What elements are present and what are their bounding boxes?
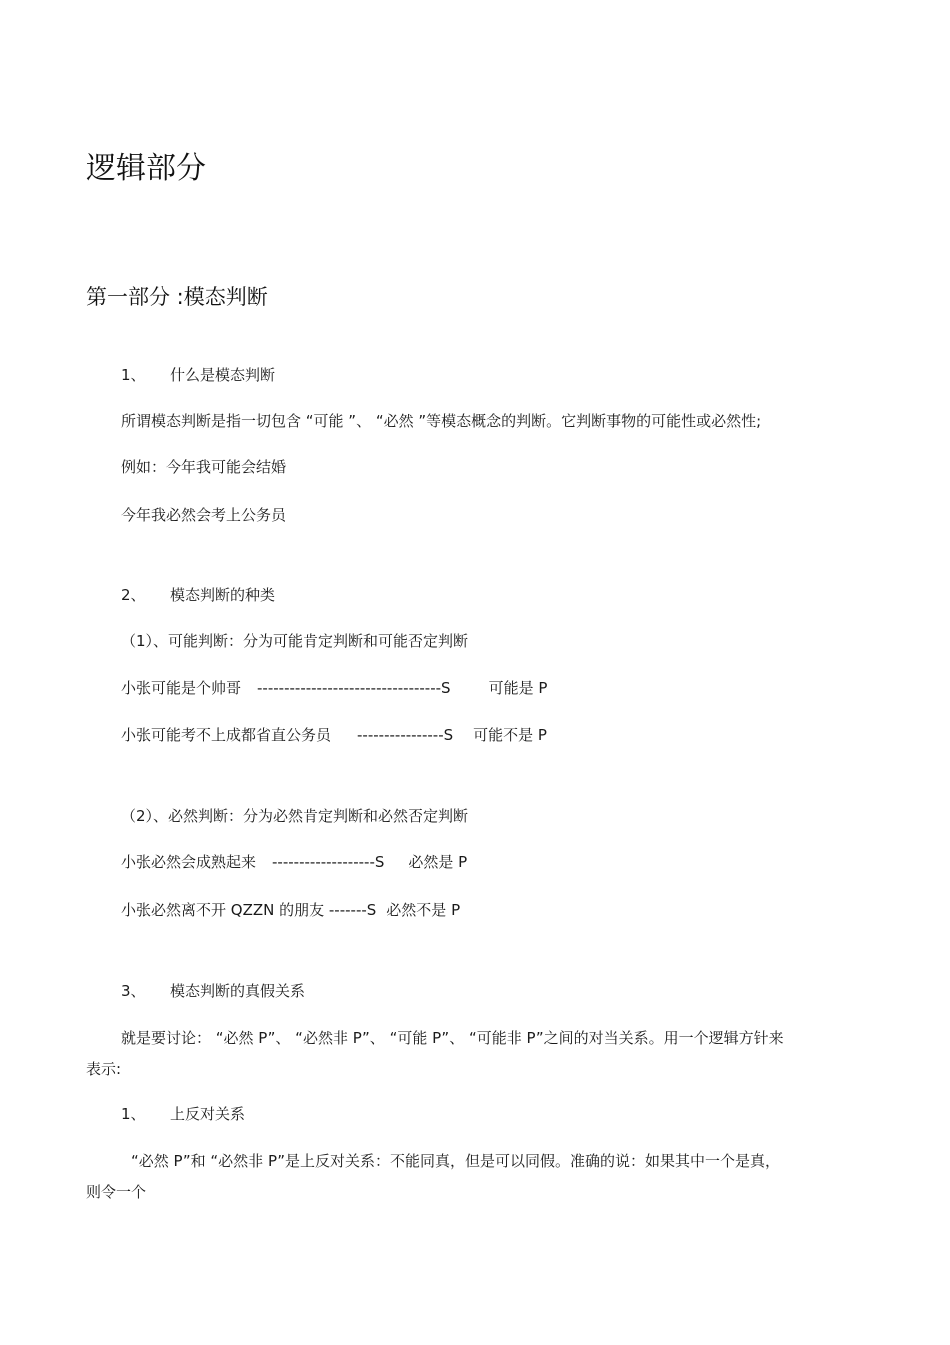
example-text: 小张必然离不开 QZZN 的朋友 -------S — [121, 901, 377, 919]
form-label: 必然不是 P — [386, 901, 461, 919]
possible-example-1 — [121, 678, 547, 698]
section-1-heading — [121, 365, 275, 385]
necessary-judgment-title: （2）、必然判断：分为必然肯定判断和必然否定判断 — [121, 807, 469, 825]
possible-judgment-title: （1）、可能判断：分为可能肯定判断和可能否定判断 — [121, 632, 469, 650]
subsection-1-heading — [121, 1104, 245, 1124]
part-one-title: 第一部分 :模态判断 — [86, 285, 268, 309]
arrow-to-s: ----------------------------------S — [257, 679, 451, 697]
section-2-title: 模态判断的种类 — [170, 586, 276, 604]
possible-example-2 — [121, 725, 547, 745]
example-text: 小张可能考不上成都省直公务员 — [121, 726, 332, 744]
section-1-number: 1、 — [121, 366, 146, 384]
contrary-relation-line-1: “必然 P”和 “必然非 P”是上反对关系：不能同真，但是可以同假。准确的说：如果其中一个是真， — [131, 1152, 781, 1170]
arrow-to-s: -------------------S — [272, 853, 385, 871]
arrow-to-s: ----------------S — [357, 726, 454, 744]
document-title: 逻辑部分 — [86, 151, 206, 186]
section-1-title: 什么是模态判断 — [170, 366, 276, 384]
section-2-heading — [121, 585, 275, 605]
section-3-number: 3、 — [121, 982, 146, 1000]
relations-intro-line-1: 就是要讨论： “必然 P”、 “必然非 P”、 “可能 P”、 “可能非 P”之间的对当关系。用一个逻辑方针来 — [121, 1029, 784, 1047]
form-label: 可能不是 P — [473, 726, 547, 744]
form-label: 必然是 P — [408, 853, 468, 871]
definition-paragraph: 所谓模态判断是指一切包含 “可能 ”、 “必然 ”等模态概念的判断。它判断事物的可能性或必然性; — [121, 412, 762, 430]
example-intro: 例如：今年我可能会结婚 — [121, 458, 287, 476]
necessary-example-1 — [121, 852, 467, 872]
section-3-title: 模态判断的真假关系 — [170, 982, 306, 1000]
form-label: 可能是 P — [488, 679, 548, 697]
section-3-heading — [121, 981, 305, 1001]
necessary-example-2 — [121, 900, 460, 920]
section-2-number: 2、 — [121, 586, 146, 604]
subsection-1-title: 上反对关系 — [170, 1105, 246, 1123]
subsection-1-number: 1、 — [121, 1105, 146, 1123]
relations-intro-line-2: 表示: — [86, 1060, 122, 1078]
contrary-relation-line-2: 则令一个 — [86, 1183, 147, 1201]
example-text: 小张可能是个帅哥 — [121, 679, 242, 697]
example-second: 今年我必然会考上公务员 — [121, 506, 287, 524]
example-text: 小张必然会成熟起来 — [121, 853, 257, 871]
